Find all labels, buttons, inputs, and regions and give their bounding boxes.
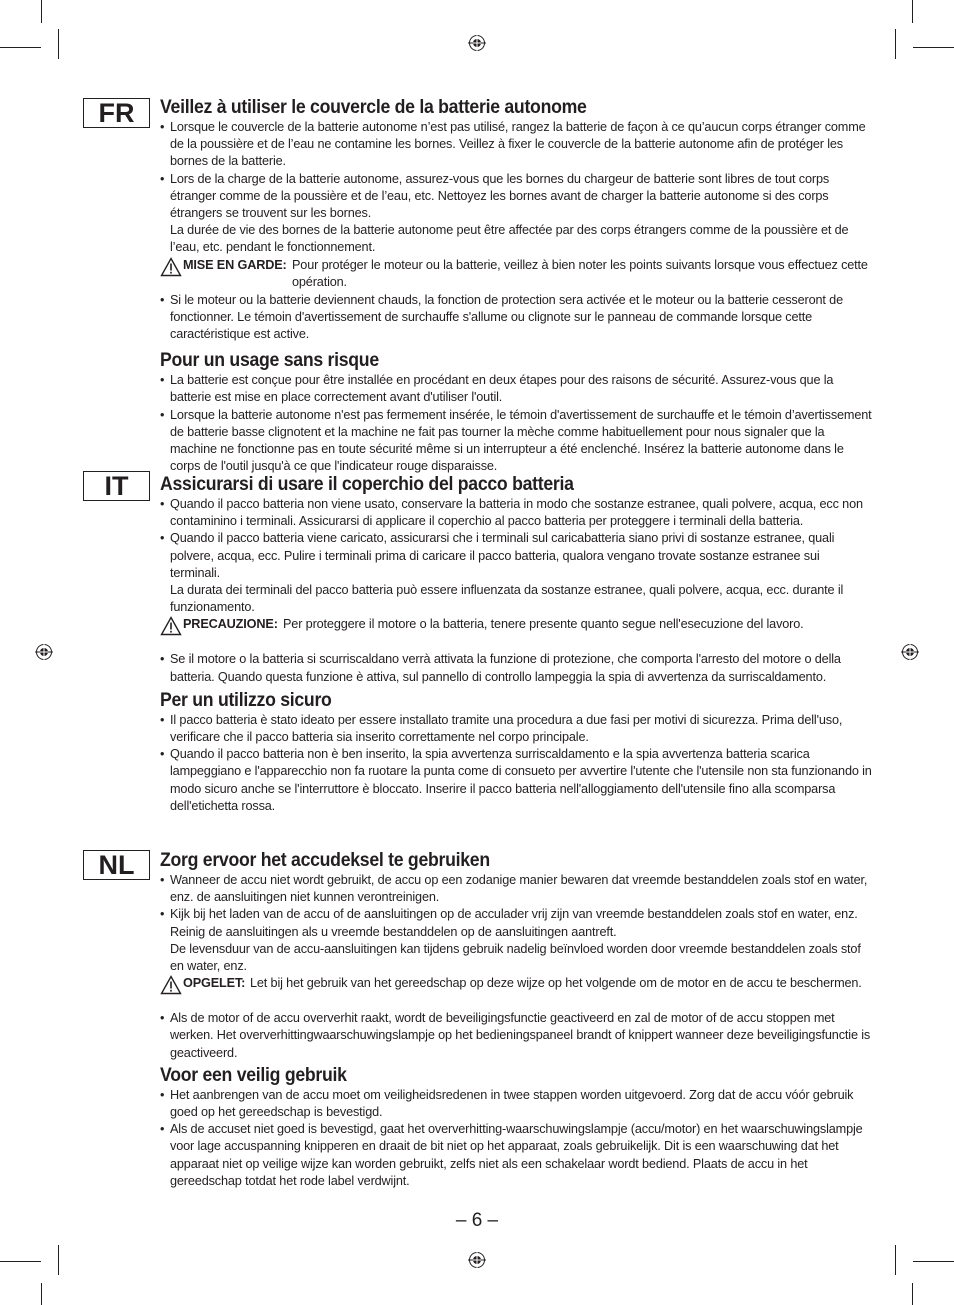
crop-mark	[58, 29, 59, 59]
warning-label: PRECAUZIONE:	[183, 617, 278, 632]
registration-mark-icon	[468, 34, 486, 52]
bullet-paragraph: • Het aanbrengen van de accu moet om veiligheidsredenen in twee stappen worden uitgevoerd. Zorg dat de accu vóór gebruik goed op het gereedschap is bevestigd.	[160, 1087, 872, 1121]
warning-note	[160, 257, 872, 292]
section-heading: Veillez à utiliser le couvercle de la batterie autonome	[160, 97, 587, 118]
bullet-paragraph: • Si le moteur ou la batterie deviennent chauds, la fonction de protection sera activée et le moteur ou la batterie cesseront de fonctionner. Le témoin d'avertissement de surchauffe s'allume ou clignote sur le panneau de commande lorsque cette caractéristique est active.	[160, 292, 872, 344]
section-nl	[160, 850, 872, 1190]
registration-mark-icon	[35, 643, 53, 661]
paragraph: La durata dei terminali del pacco batteria può essere influenzata da sostanze estranee, quali polvere, acqua, ecc. durante il funzionamento.	[170, 583, 844, 615]
bullet-paragraph: • Quando il pacco batteria viene caricato, assicurarsi che i terminali sul caricabatteria siano privi di sostanze estranee, quali polvere, acqua, ecc. Pulire i terminali prima di caricare il pacco batteria, qualora vengano trovate sostanze estranee sui terminali.	[160, 530, 872, 582]
section-heading: Per un utilizzo sicuro	[160, 689, 332, 711]
crop-mark	[913, 1261, 954, 1262]
bullet-paragraph: • Se il motore o la batteria si scurriscaldano verrà attivata la funzione di protezione, che comporta l'arresto del motore o della batteria. Quando questa funzione è attiva, sul pannello di controllo lampeggia la spia di avvertenza da surriscaldamento.	[160, 651, 872, 685]
warning-text: Per proteggere il motore o la batteria, tenere presente quanto segue nell'esecuzione del lavoro.	[283, 617, 804, 632]
crop-mark	[41, 1283, 42, 1305]
crop-mark	[0, 1261, 41, 1262]
bullet-paragraph: • Als de accuset niet goed is bevestigd, gaat het oververhitting-waarschuwingslampje (accu/motor) en het waarschuwingslampje voor lage accuspanning knipperen en draait de bit niet op het apparaat, zoals gebruikelijk. Dit is een waarschuwing dat het apparaat niet op veilige wijze kan worden gebruikt, zelfs niet als een schakelaar wordt bediend. Plaats de accu in het gereedschap totdat het rode label verdwijnt.	[160, 1121, 872, 1190]
bullet-paragraph: • Lorsque la batterie autonome n'est pas fermement insérée, le témoin d'avertissement de surchauffe et le témoin d’avertissement de batterie basse clignotent et la machine ne fait pas tourner la mèche comme habituellement pour nous signaler que la machine ne fonctionne pas en toute sécurité même si un interrupteur a été enclenché. Insérez la batterie autonome dans le corps de l'outil jusqu'à ce que l'indicateur rouge disparaisse.	[160, 407, 872, 476]
bullet-paragraph: • Il pacco batteria è stato ideato per essere installato tramite una procedura a due fasi per motivi di sicurezza. Prima dell'uso, verificare che il pacco batteria sia inserito correttamente nel corpo principale.	[160, 712, 872, 746]
language-tag-it: IT	[83, 471, 150, 501]
warning-text: Let bij het gebruik van het gereedschap op deze wijze op het volgende om de motor en de accu te beschermen.	[250, 976, 862, 991]
warning-triangle-icon	[160, 975, 182, 995]
warning-label: OPGELET:	[183, 976, 246, 991]
crop-mark	[0, 47, 41, 48]
crop-mark	[913, 47, 954, 48]
page-number: – 6 –	[455, 1210, 499, 1231]
bullet-paragraph: • Kijk bij het laden van de accu of de aansluitingen op de acculader vrij zijn van vreemde bestanddelen zoals stof en water, enz. Reinig de aansluitingen als u vreemde bestanddelen op de aansluitingen aantreft.	[160, 906, 872, 940]
warning-note	[160, 616, 872, 651]
section-heading: Voor een veilig gebruik	[160, 1064, 347, 1086]
crop-mark	[895, 29, 896, 59]
crop-mark	[912, 0, 913, 23]
crop-mark	[58, 1245, 59, 1275]
crop-mark	[41, 0, 42, 23]
section-heading: Zorg ervoor het accudeksel te gebruiken	[160, 850, 490, 871]
bullet-paragraph: • Als de motor of de accu oververhit raakt, wordt de beveiligingsfunctie geactiveerd en zal de motor of de accu stoppen met werken. Het oververhittingwaarschuwingslampje op het bedieningspaneel brandt of knippert wanneer deze beveiligingsfunctie is geactiveerd.	[160, 1010, 872, 1062]
bullet-paragraph: • Wanneer de accu niet wordt gebruikt, de accu op een zodanige manier bewaren dat vreemde bestanddelen zoals stof en water, enz. de aansluitingen niet kunnen verontreinigen.	[160, 872, 872, 906]
warning-triangle-icon	[160, 616, 182, 636]
bullet-paragraph: • Lorsque le couvercle de la batterie autonome n’est pas utilisé, rangez la batterie de façon à ce qu’aucun corps étranger comme de la poussière et de l’eau ne contamine les bornes. Veillez à fixer le couvercle de la batterie autonome afin de protéger les bornes de la batterie.	[160, 119, 872, 171]
warning-note	[160, 975, 872, 1010]
bullet-paragraph: • Quando il pacco batteria non viene usato, conservare la batteria in modo che sostanze estranee, quali polvere, acqua, ecc non contaminino i terminali. Assicurarsi di applicare il coperchio al pacco batteria per proteggere i terminali della batteria.	[160, 496, 872, 530]
paragraph: La durée de vie des bornes de la batterie autonome peut être affectée par des corps étrangers comme de la poussière et de l’eau, etc. pendant le fonctionnement.	[170, 223, 849, 255]
bullet-paragraph: • Lors de la charge de la batterie autonome, assurez-vous que les bornes du chargeur de batterie sont libres de tout corps étranger comme de la poussière et de l’eau, etc. Nettoyez les bornes avant de charger la batterie autonome si des corps étrangers se trouvent sur les bornes.	[160, 171, 872, 223]
language-tag-fr: FR	[83, 98, 150, 128]
section-fr	[160, 97, 872, 475]
registration-mark-icon	[468, 1251, 486, 1269]
registration-mark-icon	[901, 643, 919, 661]
crop-mark	[912, 1283, 913, 1305]
section-heading: Assicurarsi di usare il coperchio del pacco batteria	[160, 474, 574, 495]
crop-mark	[895, 1245, 896, 1275]
warning-text: Pour protéger le moteur ou la batterie, veillez à bien noter les points suivants lorsque vous effectuez cette opération.	[292, 257, 868, 289]
language-tag-nl: NL	[83, 850, 150, 880]
bullet-paragraph: • La batterie est conçue pour être installée en procédant en deux étapes pour des raisons de sécurité. Assurez-vous que la batterie est mise en place correctement avant d'utiliser l'outil.	[160, 372, 872, 406]
warning-triangle-icon	[160, 257, 182, 277]
bullet-paragraph: • Quando il pacco batteria non è ben inserito, la spia avvertenza surriscaldamento e la spia avvertenza batteria scarica lampeggiano e l'apparecchio non fa ruotare la punta come di consueto per avvertire l'utente che l'utensile non sta funzionando in modo sicuro anche se l'interruttore è bloccato. Inserire il pacco batteria nell'alloggiamento dell'utensile fino alla scomparsa dell'etichetta rossa.	[160, 746, 872, 815]
section-it	[160, 474, 872, 815]
section-heading: Pour un usage sans risque	[160, 350, 379, 372]
warning-label: MISE EN GARDE:	[183, 257, 287, 272]
paragraph: De levensduur van de accu-aansluitingen kan tijdens gebruik nadelig beïnvloed worden door vreemde bestanddelen zoals stof en water, enz.	[170, 941, 861, 974]
